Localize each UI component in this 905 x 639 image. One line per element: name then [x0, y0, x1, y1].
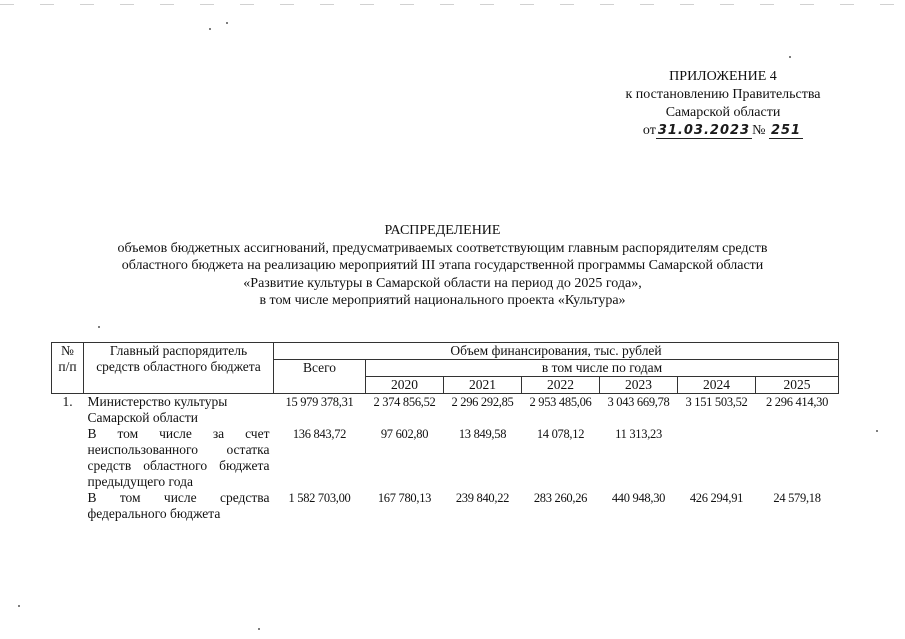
date-prefix: от [642, 123, 656, 138]
appendix-date-line [643, 122, 803, 140]
appendix-block [603, 68, 843, 140]
table-header-row [52, 343, 839, 360]
budget-table [51, 342, 839, 522]
header-year: 2024 [678, 377, 756, 394]
table-row [52, 426, 839, 490]
appendix-line-2: Самарской области [665, 105, 781, 120]
header-year: 2025 [756, 377, 839, 394]
row-num [52, 490, 84, 522]
row-name: Министерство культуры Самарской области [87, 394, 228, 425]
header-num: № п/п [52, 343, 84, 394]
header-manager: Главный распорядитель средств областного бюджета [84, 343, 274, 394]
heading-line-1: объемов бюджетных ассигнований, предусматриваемых соответствующим главным распорядителям средств [117, 240, 768, 256]
number-prefix: № [752, 123, 766, 138]
row-num [52, 426, 84, 490]
row-value: 2 953 485,06 [529, 395, 592, 409]
row-value: 167 780,13 [377, 491, 432, 505]
scan-speck [258, 628, 260, 630]
handwritten-number: 251 [770, 123, 802, 138]
row-value: 283 260,26 [533, 491, 588, 505]
row-name: В том числе средства федерального бюджета [87, 490, 270, 521]
heading-line-2: областного бюджета на реализацию мероприятий III этапа государственной программы Самарской области [121, 258, 764, 273]
handwritten-date: 31.03.2023 [657, 123, 751, 138]
appendix-title: ПРИЛОЖЕНИЕ 4 [669, 69, 777, 84]
header-year: 2021 [444, 377, 522, 394]
scan-speck [209, 28, 211, 30]
row-name: В том числе за счет неиспользованного остатка средств областного бюджета предыдущего года [87, 426, 270, 489]
heading-line-4: в том числе мероприятий национального проекта «Культура» [259, 293, 626, 308]
scan-speck [226, 22, 228, 24]
appendix-line-1: к постановлению Правительства [625, 87, 821, 102]
scan-edge-line [0, 4, 905, 5]
scan-speck [789, 56, 791, 58]
header-total: Всего [274, 360, 366, 394]
row-value: 440 948,30 [611, 491, 666, 505]
row-value: 426 294,91 [689, 491, 744, 505]
table-row [52, 394, 839, 427]
row-total: 15 979 378,31 [285, 395, 354, 409]
row-value: 239 840,22 [455, 491, 510, 505]
scan-speck [876, 430, 878, 432]
scan-speck [98, 326, 100, 328]
row-value [678, 426, 756, 490]
row-value: 13 849,58 [458, 427, 507, 441]
row-value: 3 043 669,78 [607, 395, 670, 409]
row-num: 1. [62, 394, 73, 409]
header-year: 2020 [366, 377, 444, 394]
header-by-years: в том числе по годам [366, 360, 839, 377]
row-value: 3 151 503,52 [685, 395, 748, 409]
row-value [756, 426, 839, 490]
header-year: 2022 [522, 377, 600, 394]
table-row [52, 490, 839, 522]
header-volume: Объем финансирования, тыс. рублей [274, 343, 839, 360]
row-total: 1 582 703,00 [288, 491, 351, 505]
heading-title: РАСПРЕДЕЛЕНИЕ [384, 223, 501, 238]
row-value: 2 296 414,30 [766, 395, 829, 409]
row-value: 24 579,18 [773, 491, 821, 505]
header-year: 2023 [600, 377, 678, 394]
document-heading [40, 222, 845, 310]
row-value: 2 296 292,85 [451, 395, 514, 409]
row-total: 136 843,72 [292, 427, 347, 441]
row-value: 14 078,12 [536, 427, 585, 441]
row-value: 97 602,80 [380, 427, 429, 441]
row-value: 11 313,23 [615, 427, 662, 441]
heading-line-3: «Развитие культуры в Самарской области на период до 2025 года», [243, 275, 642, 291]
scan-speck [18, 605, 20, 607]
row-value: 2 374 856,52 [373, 395, 436, 409]
